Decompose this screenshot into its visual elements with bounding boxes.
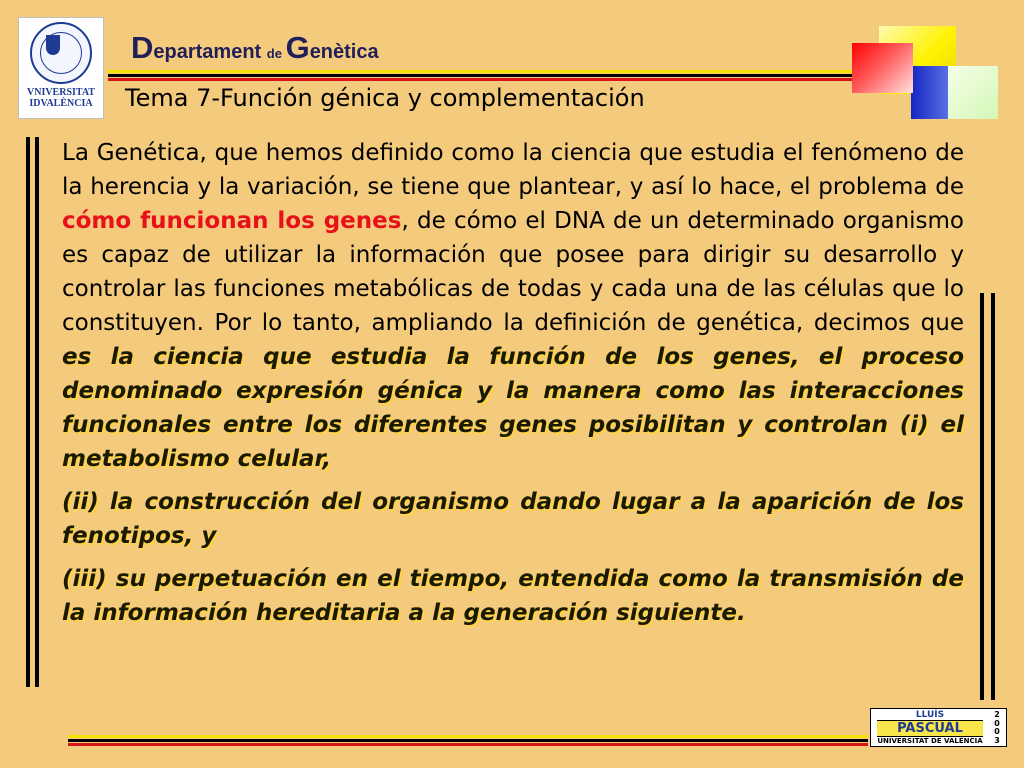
footer-stripe-black: [68, 739, 868, 742]
p1-text-a: La Genética, que hemos definido como la ciencia que estudia el fenómeno de la herencia y la variación, se tiene que plantear, y así lo hace, el problema de: [62, 140, 964, 200]
university-logo: [18, 17, 104, 119]
header-stripe-red: [108, 78, 856, 81]
header-stripe-black: [108, 74, 856, 77]
university-name: VNIVERSITAT IDVALÈNCIA: [27, 87, 95, 109]
department-title: [131, 32, 379, 63]
badge-first-name: LLUÍS: [915, 710, 945, 720]
left-bar-1: [26, 137, 30, 687]
decor-square-blue: [911, 66, 950, 119]
header-stripe-yellow: [108, 70, 856, 73]
topic-title: Tema 7-Función génica y complementación: [125, 84, 645, 112]
paragraph-ii: (ii) la construcción del organismo dando lugar a la aparición de los fenotipos, y: [62, 489, 964, 549]
dept-title-cap-g: G: [285, 30, 310, 65]
left-bar-2: [35, 137, 39, 687]
badge-last-name: PASCUAL: [877, 720, 983, 737]
footer-stripe-yellow: [68, 735, 868, 738]
dept-title-part1: epartament: [153, 41, 267, 63]
dept-title-de: de: [266, 46, 286, 61]
dept-title-part2: enètica: [309, 41, 379, 63]
decor-square-red: [852, 43, 913, 93]
paragraph-iii: (iii) su perpetuación en el tiempo, entendida como la transmisión de la información hereditaria a la generación siguiente.: [62, 566, 964, 626]
paragraph-definition: [62, 136, 964, 476]
p1-text-b: , de cómo el DNA de un determinado organismo es capaz de utilizar la información que posee para dirigir su desarrollo y controlar las funciones metabólicas de todas y cada una de las células que lo constituyen. Por lo tanto, ampliando la definición de genética, decimos que: [62, 208, 964, 336]
decor-square-green: [948, 66, 998, 119]
dept-title-cap-d: D: [131, 30, 154, 65]
badge-university: UNIVERSITAT DE VALÈNCIA: [877, 737, 983, 745]
p1-emphasis-red: cómo funcionan los genes: [62, 208, 402, 234]
right-bar-1: [980, 293, 984, 700]
main-text: [62, 136, 964, 630]
badge-year: 2 0 0 3: [994, 710, 1000, 745]
author-badge: [870, 708, 1007, 747]
right-bar-2: [991, 293, 995, 700]
p1-emphasis-italic: es la ciencia que estudia la función de los genes, el proceso denominado expresión génica y la manera como las interacciones funcionales entre los diferentes genes posibilitan y controlan (i) el metabolismo celular,: [62, 344, 964, 472]
university-seal-icon: [30, 22, 92, 84]
footer-stripe-red: [68, 743, 868, 746]
